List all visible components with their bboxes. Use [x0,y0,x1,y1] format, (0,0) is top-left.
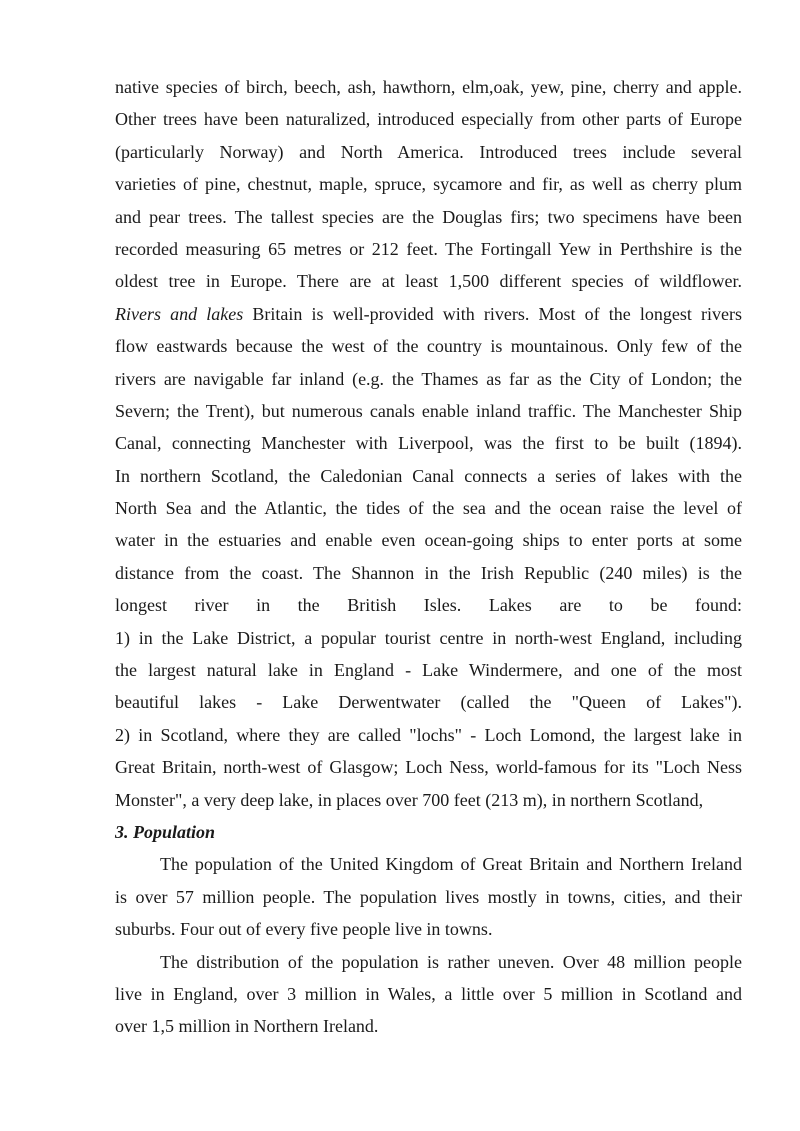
text-line: 2) in Scotland, where they are called "lochs" - Loch Lomond, the largest lake in [115,724,742,745]
text-line: live in England, over 3 million in Wales, a little over 5 million in Scotland and [115,983,742,1004]
rivers-and-lakes-subtitle: Rivers and lakes [115,303,244,324]
text-line: and pear trees. The tallest species are the Douglas firs; two specimens have been [115,206,742,227]
text-line: Severn; the Trent), but numerous canals enable inland traffic. The Manchester Ship [115,400,742,421]
text-line: (particularly Norway) and North America. Introduced trees include several [115,141,742,162]
text-line: 1) in the Lake District, a popular tourist centre in north-west England, including [115,627,742,648]
text-line: distance from the coast. The Shannon in the Irish Republic (240 miles) is the [115,562,742,583]
text-line: water in the estuaries and enable even ocean-going ships to enter ports at some [115,530,742,551]
text-line: varieties of pine, chestnut, maple, spruce, sycamore and fir, as well as cherry plum [115,174,742,195]
text-line: recorded measuring 65 metres or 212 feet. The Fortingall Yew in Perthshire is the [115,238,742,259]
text-line: Canal, connecting Manchester with Liverpool, was the first to be built (1894). [115,433,742,454]
text-line: over 1,5 million in Northern Ireland. [115,1016,379,1037]
text-line: is over 57 million people. The population lives mostly in towns, cities, and their [115,886,742,907]
text-line: The population of the United Kingdom of Great Britain and Northern Ireland [160,854,742,875]
text-line: North Sea and the Atlantic, the tides of the sea and the ocean raise the level of [115,498,742,519]
text-line: flow eastwards because the west of the country is mountainous. Only few of the [115,336,742,357]
text-line: Monster", a very deep lake, in places over 700 feet (213 m), in northern Scotland, [115,789,704,810]
paragraph-population-2 [115,946,742,1043]
text-line: oldest tree in Europe. There are at least 1,500 different species of wildflower. [115,271,742,292]
text-line: native species of birch, beech, ash, hawthorn, elm,oak, yew, pine, cherry and apple. [115,77,742,97]
section-heading-population: 3. Population [115,821,216,842]
text-line: longest river in the British Isles. Lakes are to be found: [115,595,742,616]
text-line: suburbs. Four out of every five people live in towns. [115,919,493,940]
text-line: the largest natural lake in England - Lake Windermere, and one of the most [115,660,742,681]
text-line: The distribution of the population is rather uneven. Over 48 million people [160,951,742,972]
text-line-rivers [115,298,742,330]
text-line: beautiful lakes - Lake Derwentwater (called the "Queen of Lakes"). [115,692,742,713]
paragraph-trees-rivers [115,71,742,816]
text-line: Great Britain, north-west of Glasgow; Loch Ness, world-famous for its "Loch Ness [115,757,742,778]
text-line: Other trees have been naturalized, introduced especially from other parts of Europe [115,109,742,130]
document-page [115,71,742,1043]
text-fragment: Britain is well-provided with rivers. Most of the longest rivers [243,303,742,324]
paragraph-population-1 [115,848,742,945]
text-line: In northern Scotland, the Caledonian Canal connects a series of lakes with the [115,465,742,486]
text-line: rivers are navigable far inland (e.g. the Thames as far as the City of London; the [115,368,742,389]
